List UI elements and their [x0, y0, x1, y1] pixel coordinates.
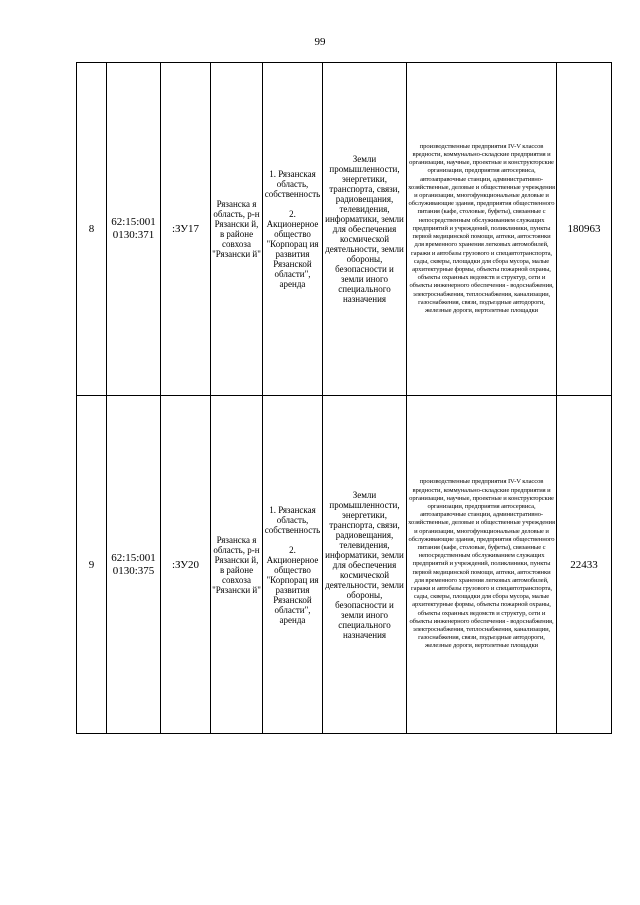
- cadastral-number-cell: 62:15:001 0130:375: [107, 396, 161, 734]
- location-cell: Рязанска я область, р-н Рязански й, в районе совхоза "Рязански й": [211, 63, 263, 396]
- cadastral-number-cell: 62:15:001 0130:371: [107, 63, 161, 396]
- permitted-use-cell: производственные предприятия IV-V классов вредности, коммунально-складские предприятия и организации, научные, проектные и конструкторские организации, предприятия автосервиса, автозаправочные станции, административно-хозяйственные, деловые и общественные учреждения и организации, многофункциональные деловые и обслуживающие здания, предприятия общественного питания (кафе, столовые, буфеты), связанные с непосредственным обслуживанием служащих предприятий и учреждений, поликлиники, пункты первой медицинской помощи, аптеки, автостоянки для временного хранения легковых автомобилей, гаражи и автобазы грузового и спецавтотранспорта, сады, скверы, площадки для сбора мусора, малые архитектурные формы, объекты пожарной охраны, объекты охранных ведомств и структур, сети и объекты инженерного обеспечения - водоснабжения, электроснабжения, теплоснабжения, канализации, газоснабжения, связи, подъездные автодороги, железные дороги, вертолетные площадки: [407, 396, 557, 734]
- area-cell: 22433: [557, 396, 612, 734]
- row-number-cell: 9: [77, 396, 107, 734]
- plot-designation-cell: :ЗУ20: [161, 396, 211, 734]
- area-cell: 180963: [557, 63, 612, 396]
- land-category-cell: Земли промышленности, энергетики, транспорта, связи, радиовещания, телевидения, информатики, земли для обеспечения космической деятельности, земли обороны, безопасности и земли иного специального назначения: [323, 396, 407, 734]
- table-row: [77, 396, 612, 734]
- land-category-cell: Земли промышленности, энергетики, транспорта, связи, радиовещания, телевидения, информатики, земли для обеспечения космической деятельности, земли обороны, безопасности и земли иного специального назначения: [323, 63, 407, 396]
- permitted-use-cell: производственные предприятия IV-V классов вредности, коммунально-складские предприятия и организации, научные, проектные и конструкторские организации, предприятия автосервиса, автозаправочные станции, административно-хозяйственные, деловые и общественные учреждения и организации, многофункциональные деловые и обслуживающие здания, предприятия общественного питания (кафе, столовые, буфеты), связанные с непосредственным обслуживанием служащих предприятий и учреждений, поликлиники, пункты первой медицинской помощи, аптеки, автостоянки для временного хранения легковых автомобилей, гаражи и автобазы грузового и спецавтотранспорта, сады, скверы, площадки для сбора мусора, малые архитектурные формы, объекты пожарной охраны, объекты охранных ведомств и структур, сети и объекты инженерного обеспечения - водоснабжения, электроснабжения, теплоснабжения, канализации, газоснабжения, связи, подъездные автодороги, железные дороги, вертолетные площадки: [407, 63, 557, 396]
- owner-text: 1. Рязанская область, собственность: [264, 504, 321, 535]
- owner-text: 1. Рязанская область, собственность: [264, 169, 321, 199]
- plot-designation-cell: :ЗУ17: [161, 63, 211, 396]
- land-plots-table: [76, 62, 612, 734]
- lessee-text: 2. Акционерное общество "Корпорац ия развития Рязанской области", аренда: [266, 209, 319, 289]
- table-row: [77, 63, 612, 396]
- page-number: 99: [314, 36, 326, 48]
- ownership-cell: [263, 63, 323, 396]
- row-number-cell: 8: [77, 63, 107, 396]
- lessee-text: 2. Акционерное общество "Корпорац ия развития Рязанской области", аренда: [266, 544, 319, 625]
- ownership-cell: [263, 396, 323, 734]
- location-cell: Рязанска я область, р-н Рязански й, в районе совхоза "Рязански й": [211, 396, 263, 734]
